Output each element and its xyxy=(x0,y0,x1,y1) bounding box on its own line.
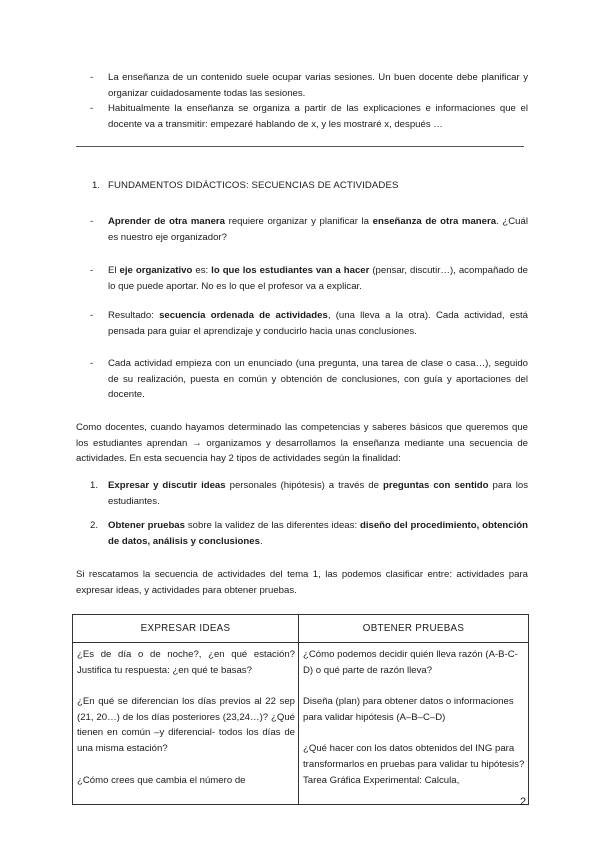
section-number: 1. xyxy=(92,180,101,191)
horizontal-rule xyxy=(76,146,524,147)
bold-text: Obtener pruebas xyxy=(108,520,185,531)
text: es: xyxy=(192,265,212,276)
cell-paragraph: ¿Es de día o de noche?, ¿en qué estación? Justifica tu respuesta: ¿en qué te basas? xyxy=(77,649,295,676)
bold-text: Aprender de otra manera xyxy=(108,216,225,227)
concept-bullet-1 xyxy=(90,214,528,245)
text: sobre la validez de las diferentes ideas: xyxy=(184,520,360,531)
text: requiere organizar y planificar la xyxy=(225,216,373,227)
bold-text: enseñanza de otra manera xyxy=(372,216,497,227)
text: El xyxy=(108,265,120,276)
text: Resultado: xyxy=(108,310,160,321)
expresar-ideas-cell xyxy=(73,643,299,805)
header-obtener-pruebas: OBTENER PRUEBAS xyxy=(299,615,529,643)
obtener-pruebas-cell xyxy=(299,643,529,805)
paragraph-2: Si rescatamos la secuencia de actividades del tema 1, las podemos clasificar entre: actividades para expresar ideas, y actividades para obtener pruebas. xyxy=(76,569,528,596)
bold-text: secuencia ordenada de actividades xyxy=(159,310,328,321)
bold-text: lo que los estudiantes van a hacer xyxy=(211,265,370,276)
text: , (una lleva a la otra). Cada actividad, está pensada para guiar el aprendizaje y conducirlo hacia unas conclusiones. xyxy=(108,310,528,337)
bold-text: eje organizativo xyxy=(119,265,193,276)
text: . xyxy=(259,535,263,547)
text: para los estudiantes. xyxy=(108,480,529,507)
bold-text: Expresar y discutir ideas xyxy=(108,480,226,491)
activities-table xyxy=(72,614,529,805)
cell-paragraph: ¿Qué hacer con los datos obtenidos del ING para transformarlos en pruebas para validar tu hipótesis? Tarea Gráfica Experimental: Calcula, xyxy=(303,743,525,786)
concept-bullet-2 xyxy=(90,263,528,294)
text: . ¿Cuál es nuestro eje organizador? xyxy=(108,216,528,243)
section-heading xyxy=(92,178,398,194)
text: personales (hipótesis) a través de xyxy=(225,480,383,491)
intro-bullet-1: - La enseñanza de un contenido suele ocupar varias sesiones. Un buen docente debe planificar y organizar cuidadosamente todas las sesiones. xyxy=(90,70,528,101)
concept-bullet-4: - Cada actividad empieza con un enunciado (una pregunta, una tarea de clase o casa…), seguido de su realización, puesta en común y obtención de conclusiones, con guía y aportaciones del docente. xyxy=(90,356,528,403)
page-number: 2 xyxy=(520,796,527,808)
activity-type-1 xyxy=(90,478,528,509)
activity-type-2 xyxy=(90,518,528,549)
bold-text: preguntas con sentido xyxy=(382,480,489,491)
cell-paragraph: ¿En qué se diferencian los días previos al 22 sep (21, 20…) de los días posteriores (23,24…)? ¿Qué tienen en común –y diferencial- todos los días de una misma estación? xyxy=(77,696,295,754)
list-number: 2. xyxy=(90,520,99,531)
cell-paragraph: Diseña (plan) para obtener datos o informaciones para validar hipótesis (A–B–C–D) xyxy=(303,696,514,723)
header-expresar-ideas: EXPRESAR IDEAS xyxy=(73,615,299,643)
bold-text: diseño del procedimiento, obtención de datos, análisis y conclusiones xyxy=(108,520,528,547)
table-row xyxy=(73,643,529,805)
text: (pensar, discutir…), acompañado de lo que puede aportar. No es lo que el profesor va a explicar. xyxy=(108,265,528,292)
intro-bullet-list xyxy=(90,70,528,132)
section-title: FUNDAMENTOS DIDÁCTICOS: SECUENCIAS DE ACTIVIDADES xyxy=(108,180,399,191)
list-number: 1. xyxy=(90,480,99,491)
paragraph-1: Como docentes, cuando hayamos determinado las competencias y saberes básicos que queremos que los estudiantes aprendan → organizamos y desarrollamos la enseñanza mediante una secuencia de actividades. En esta secuencia hay 2 tipos de actividades según la finalidad: xyxy=(76,422,528,465)
cell-paragraph: ¿Cómo podemos decidir quién lleva razón (A-B-C-D) o qué parte de razón lleva? xyxy=(303,649,518,676)
cell-paragraph: ¿Cómo crees que cambia el número de xyxy=(77,774,246,786)
intro-bullet-2: - Habitualmente la enseñanza se organiza a partir de las explicaciones e informaciones que el docente va a transmitir: empezaré hablando de x, y les mostraré x, después … xyxy=(90,101,528,132)
table-header-row xyxy=(73,615,529,643)
concept-bullet-3 xyxy=(90,308,528,339)
